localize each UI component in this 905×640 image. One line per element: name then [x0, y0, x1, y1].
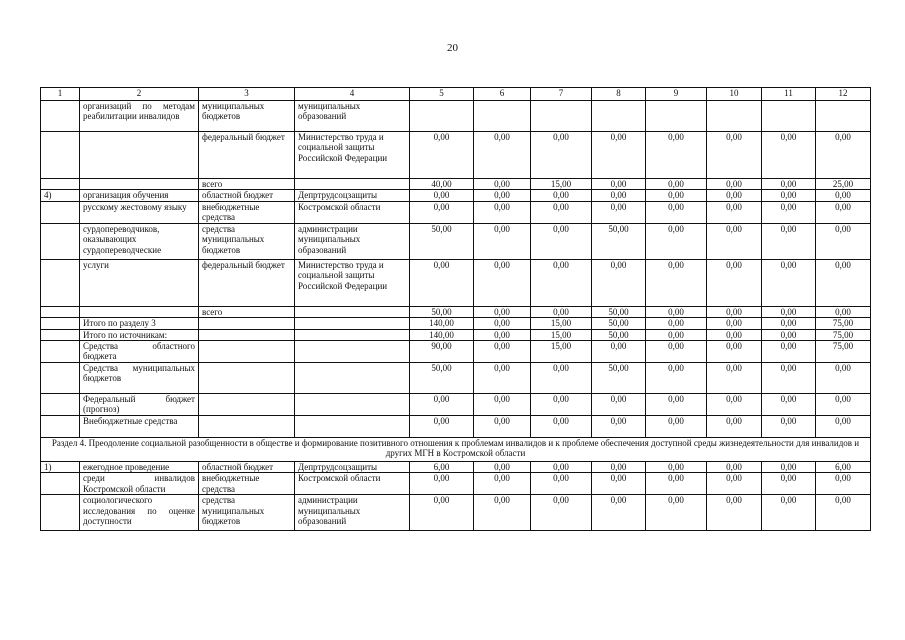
funding-source-cell: [199, 416, 295, 438]
executor-cell: [295, 394, 410, 416]
column-header: 6: [474, 88, 531, 101]
amount-cell: 0,00: [816, 495, 871, 531]
amount-cell: 0,00: [410, 416, 474, 438]
measure-name-cell: Итого по источникам:: [80, 329, 199, 340]
executor-cell: муниципальных образований: [295, 101, 410, 132]
amount-cell: 0,00: [707, 341, 762, 363]
funding-source-cell: федеральный бюджет: [199, 132, 295, 179]
amount-cell: 0,00: [531, 363, 592, 394]
executor-cell: [295, 341, 410, 363]
measure-name-cell: [80, 306, 199, 317]
amount-cell: 15,00: [531, 179, 592, 190]
amount-cell: 0,00: [762, 416, 816, 438]
executor-cell: Депртрудсоцзащиты: [295, 462, 410, 473]
amount-cell: 0,00: [816, 223, 871, 259]
table-row: [41, 259, 871, 306]
amount-cell: 0,00: [646, 473, 707, 495]
amount-cell: 0,00: [474, 179, 531, 190]
amount-cell: 0,00: [474, 259, 531, 306]
amount-cell: 0,00: [646, 329, 707, 340]
column-header-row: [41, 88, 871, 101]
table-row: [41, 363, 871, 394]
amount-cell: 0,00: [531, 495, 592, 531]
amount-cell: 0,00: [531, 132, 592, 179]
amount-cell: 0,00: [531, 201, 592, 223]
amount-cell: 0,00: [531, 394, 592, 416]
amount-cell: 50,00: [410, 306, 474, 317]
row-index-cell: 4): [41, 190, 80, 201]
executor-cell: [295, 416, 410, 438]
amount-cell: 0,00: [762, 223, 816, 259]
amount-cell: 0,00: [707, 473, 762, 495]
amount-cell: 0,00: [474, 318, 531, 329]
amount-cell: 0,00: [410, 394, 474, 416]
measure-name-cell: услуги: [80, 259, 199, 306]
funding-source-cell: [199, 329, 295, 340]
amount-cell: 0,00: [646, 132, 707, 179]
amount-cell: 6,00: [816, 462, 871, 473]
row-index-cell: [41, 179, 80, 190]
column-header: 1: [41, 88, 80, 101]
table-row: [41, 101, 871, 132]
amount-cell: 50,00: [592, 318, 646, 329]
amount-cell: 0,00: [592, 190, 646, 201]
amount-cell: 0,00: [646, 416, 707, 438]
amount-cell: 0,00: [707, 201, 762, 223]
amount-cell: 0,00: [762, 473, 816, 495]
funding-source-cell: всего: [199, 179, 295, 190]
amount-cell: 0,00: [816, 473, 871, 495]
amount-cell: 0,00: [410, 495, 474, 531]
row-index-cell: [41, 306, 80, 317]
amount-cell: 0,00: [707, 318, 762, 329]
amount-cell: 0,00: [592, 416, 646, 438]
amount-cell: 40,00: [410, 179, 474, 190]
executor-cell: Костромской области: [295, 473, 410, 495]
row-index-cell: [41, 259, 80, 306]
measure-name-cell: русскому жестовому языку: [80, 201, 199, 223]
amount-cell: 0,00: [762, 394, 816, 416]
measure-name-cell: сурдопереводчиков, оказывающих сурдопереводческие: [80, 223, 199, 259]
amount-cell: 0,00: [410, 201, 474, 223]
amount-cell: 0,00: [816, 363, 871, 394]
amount-cell: 0,00: [474, 495, 531, 531]
amount-cell: 0,00: [531, 473, 592, 495]
amount-cell: 15,00: [531, 318, 592, 329]
column-header: 5: [410, 88, 474, 101]
amount-cell: 0,00: [474, 190, 531, 201]
amount-cell: 6,00: [410, 462, 474, 473]
amount-cell: 0,00: [474, 132, 531, 179]
table-body: [41, 88, 871, 531]
amount-cell: 0,00: [474, 363, 531, 394]
row-index-cell: [41, 201, 80, 223]
amount-cell: 0,00: [592, 462, 646, 473]
amount-cell: 0,00: [474, 416, 531, 438]
amount-cell: 50,00: [592, 329, 646, 340]
executor-cell: [295, 318, 410, 329]
measure-name-cell: Средства муниципальных бюджетов: [80, 363, 199, 394]
amount-cell: 0,00: [474, 473, 531, 495]
amount-cell: 0,00: [592, 495, 646, 531]
column-header: 9: [646, 88, 707, 101]
amount-cell: 0,00: [762, 306, 816, 317]
amount-cell: 0,00: [707, 416, 762, 438]
funding-source-cell: [199, 341, 295, 363]
amount-cell: 50,00: [410, 363, 474, 394]
amount-cell: [762, 101, 816, 132]
amount-cell: [816, 101, 871, 132]
column-header: 7: [531, 88, 592, 101]
amount-cell: 0,00: [646, 179, 707, 190]
amount-cell: 0,00: [816, 416, 871, 438]
amount-cell: 50,00: [592, 363, 646, 394]
funding-source-cell: муниципальных бюджетов: [199, 101, 295, 132]
amount-cell: 0,00: [816, 132, 871, 179]
amount-cell: 140,00: [410, 329, 474, 340]
row-index-cell: [41, 363, 80, 394]
row-index-cell: [41, 223, 80, 259]
column-header: 8: [592, 88, 646, 101]
amount-cell: 0,00: [592, 132, 646, 179]
amount-cell: 0,00: [707, 259, 762, 306]
section-title: Раздел 4. Преодоление социальной разобщенности в обществе и формирование позитивного отношения к проблемам инвалидов и к проблеме обеспечения доступной среды жизнедеятельности для инвалидов и других МГН в Костромской области: [41, 438, 871, 462]
amount-cell: 0,00: [646, 318, 707, 329]
amount-cell: 0,00: [592, 394, 646, 416]
row-index-cell: [41, 416, 80, 438]
budget-table: [40, 87, 871, 531]
table-row: [41, 341, 871, 363]
amount-cell: [474, 101, 531, 132]
amount-cell: 0,00: [646, 462, 707, 473]
amount-cell: [646, 101, 707, 132]
funding-source-cell: [199, 318, 295, 329]
table-row: [41, 201, 871, 223]
amount-cell: 0,00: [762, 318, 816, 329]
amount-cell: 0,00: [762, 201, 816, 223]
amount-cell: 0,00: [474, 341, 531, 363]
row-index-cell: [41, 473, 80, 495]
amount-cell: 0,00: [646, 495, 707, 531]
row-index-cell: [41, 341, 80, 363]
amount-cell: 0,00: [592, 473, 646, 495]
amount-cell: 0,00: [592, 259, 646, 306]
table-row: [41, 394, 871, 416]
amount-cell: 0,00: [410, 132, 474, 179]
amount-cell: 50,00: [592, 223, 646, 259]
amount-cell: 0,00: [646, 259, 707, 306]
funding-source-cell: всего: [199, 306, 295, 317]
amount-cell: 15,00: [531, 341, 592, 363]
amount-cell: 0,00: [410, 190, 474, 201]
amount-cell: 0,00: [707, 190, 762, 201]
amount-cell: 75,00: [816, 341, 871, 363]
amount-cell: 0,00: [762, 190, 816, 201]
amount-cell: 0,00: [410, 259, 474, 306]
measure-name-cell: среди инвалидов Костромской области: [80, 473, 199, 495]
measure-name-cell: Итого по разделу 3: [80, 318, 199, 329]
amount-cell: 0,00: [531, 416, 592, 438]
amount-cell: 0,00: [762, 259, 816, 306]
amount-cell: 0,00: [707, 394, 762, 416]
table-row: [41, 223, 871, 259]
amount-cell: 0,00: [707, 495, 762, 531]
amount-cell: 0,00: [816, 201, 871, 223]
amount-cell: 0,00: [474, 201, 531, 223]
amount-cell: 0,00: [707, 179, 762, 190]
funding-source-cell: средства муниципальных бюджетов: [199, 223, 295, 259]
amount-cell: 0,00: [707, 329, 762, 340]
amount-cell: 75,00: [816, 318, 871, 329]
section-row: [41, 438, 871, 462]
table-row: [41, 329, 871, 340]
amount-cell: 0,00: [646, 394, 707, 416]
funding-source-cell: [199, 394, 295, 416]
row-index-cell: 1): [41, 462, 80, 473]
table-row: [41, 495, 871, 531]
column-header: 10: [707, 88, 762, 101]
amount-cell: [592, 101, 646, 132]
funding-source-cell: областной бюджет: [199, 462, 295, 473]
table-row: [41, 179, 871, 190]
amount-cell: 0,00: [762, 462, 816, 473]
table-row: [41, 132, 871, 179]
amount-cell: 0,00: [474, 329, 531, 340]
executor-cell: [295, 179, 410, 190]
amount-cell: 0,00: [531, 259, 592, 306]
executor-cell: Депртрудсоцзащиты: [295, 190, 410, 201]
amount-cell: 0,00: [816, 259, 871, 306]
executor-cell: Министерство труда и социальной защиты Российской Федерации: [295, 259, 410, 306]
amount-cell: 0,00: [707, 132, 762, 179]
executor-cell: Костромской области: [295, 201, 410, 223]
table-row: [41, 318, 871, 329]
row-index-cell: [41, 495, 80, 531]
amount-cell: 0,00: [531, 306, 592, 317]
executor-cell: [295, 363, 410, 394]
amount-cell: 0,00: [410, 473, 474, 495]
amount-cell: 50,00: [410, 223, 474, 259]
executor-cell: [295, 329, 410, 340]
measure-name-cell: организаций по методам реабилитации инвалидов: [80, 101, 199, 132]
column-header: 4: [295, 88, 410, 101]
amount-cell: 140,00: [410, 318, 474, 329]
amount-cell: 0,00: [816, 306, 871, 317]
amount-cell: 0,00: [474, 394, 531, 416]
funding-source-cell: средства муниципальных бюджетов: [199, 495, 295, 531]
amount-cell: 90,00: [410, 341, 474, 363]
funding-source-cell: внебюджетные средства: [199, 201, 295, 223]
amount-cell: 0,00: [762, 132, 816, 179]
amount-cell: 0,00: [531, 462, 592, 473]
amount-cell: 0,00: [707, 306, 762, 317]
amount-cell: 0,00: [592, 341, 646, 363]
amount-cell: 25,00: [816, 179, 871, 190]
measure-name-cell: [80, 132, 199, 179]
amount-cell: [531, 101, 592, 132]
amount-cell: 0,00: [646, 223, 707, 259]
column-header: 3: [199, 88, 295, 101]
table-row: [41, 473, 871, 495]
measure-name-cell: Средства областного бюджета: [80, 341, 199, 363]
table-row: [41, 462, 871, 473]
amount-cell: 0,00: [762, 329, 816, 340]
amount-cell: 0,00: [474, 223, 531, 259]
measure-name-cell: организация обучения: [80, 190, 199, 201]
amount-cell: 0,00: [646, 363, 707, 394]
table-row: [41, 416, 871, 438]
amount-cell: 0,00: [762, 495, 816, 531]
row-index-cell: [41, 132, 80, 179]
amount-cell: 75,00: [816, 329, 871, 340]
executor-cell: администрации муниципальных образований: [295, 495, 410, 531]
amount-cell: 50,00: [592, 306, 646, 317]
row-index-cell: [41, 318, 80, 329]
amount-cell: 15,00: [531, 329, 592, 340]
funding-source-cell: [199, 363, 295, 394]
amount-cell: 0,00: [762, 341, 816, 363]
measure-name-cell: [80, 179, 199, 190]
amount-cell: 0,00: [646, 306, 707, 317]
funding-source-cell: внебюджетные средства: [199, 473, 295, 495]
page-number: 20: [447, 42, 458, 54]
amount-cell: 0,00: [646, 201, 707, 223]
amount-cell: 0,00: [816, 394, 871, 416]
executor-cell: администрации муниципальных образований: [295, 223, 410, 259]
amount-cell: 0,00: [816, 190, 871, 201]
amount-cell: 0,00: [531, 190, 592, 201]
amount-cell: 0,00: [646, 190, 707, 201]
measure-name-cell: Внебюджетные средства: [80, 416, 199, 438]
amount-cell: 0,00: [592, 201, 646, 223]
column-header: 2: [80, 88, 199, 101]
amount-cell: [410, 101, 474, 132]
measure-name-cell: Федеральный бюджет (прогноз): [80, 394, 199, 416]
amount-cell: 0,00: [707, 462, 762, 473]
amount-cell: 0,00: [707, 363, 762, 394]
table-row: [41, 306, 871, 317]
measure-name-cell: ежегодное проведение: [80, 462, 199, 473]
row-index-cell: [41, 329, 80, 340]
amount-cell: 0,00: [592, 179, 646, 190]
column-header: 11: [762, 88, 816, 101]
amount-cell: 0,00: [707, 223, 762, 259]
column-header: 12: [816, 88, 871, 101]
amount-cell: 0,00: [474, 306, 531, 317]
row-index-cell: [41, 394, 80, 416]
amount-cell: 0,00: [762, 179, 816, 190]
amount-cell: 0,00: [646, 341, 707, 363]
amount-cell: 0,00: [762, 363, 816, 394]
executor-cell: [295, 306, 410, 317]
executor-cell: Министерство труда и социальной защиты Российской Федерации: [295, 132, 410, 179]
funding-source-cell: федеральный бюджет: [199, 259, 295, 306]
measure-name-cell: социологического исследования по оценке доступности: [80, 495, 199, 531]
row-index-cell: [41, 101, 80, 132]
funding-source-cell: областной бюджет: [199, 190, 295, 201]
amount-cell: 0,00: [531, 223, 592, 259]
table-row: [41, 190, 871, 201]
amount-cell: 0,00: [474, 462, 531, 473]
amount-cell: [707, 101, 762, 132]
